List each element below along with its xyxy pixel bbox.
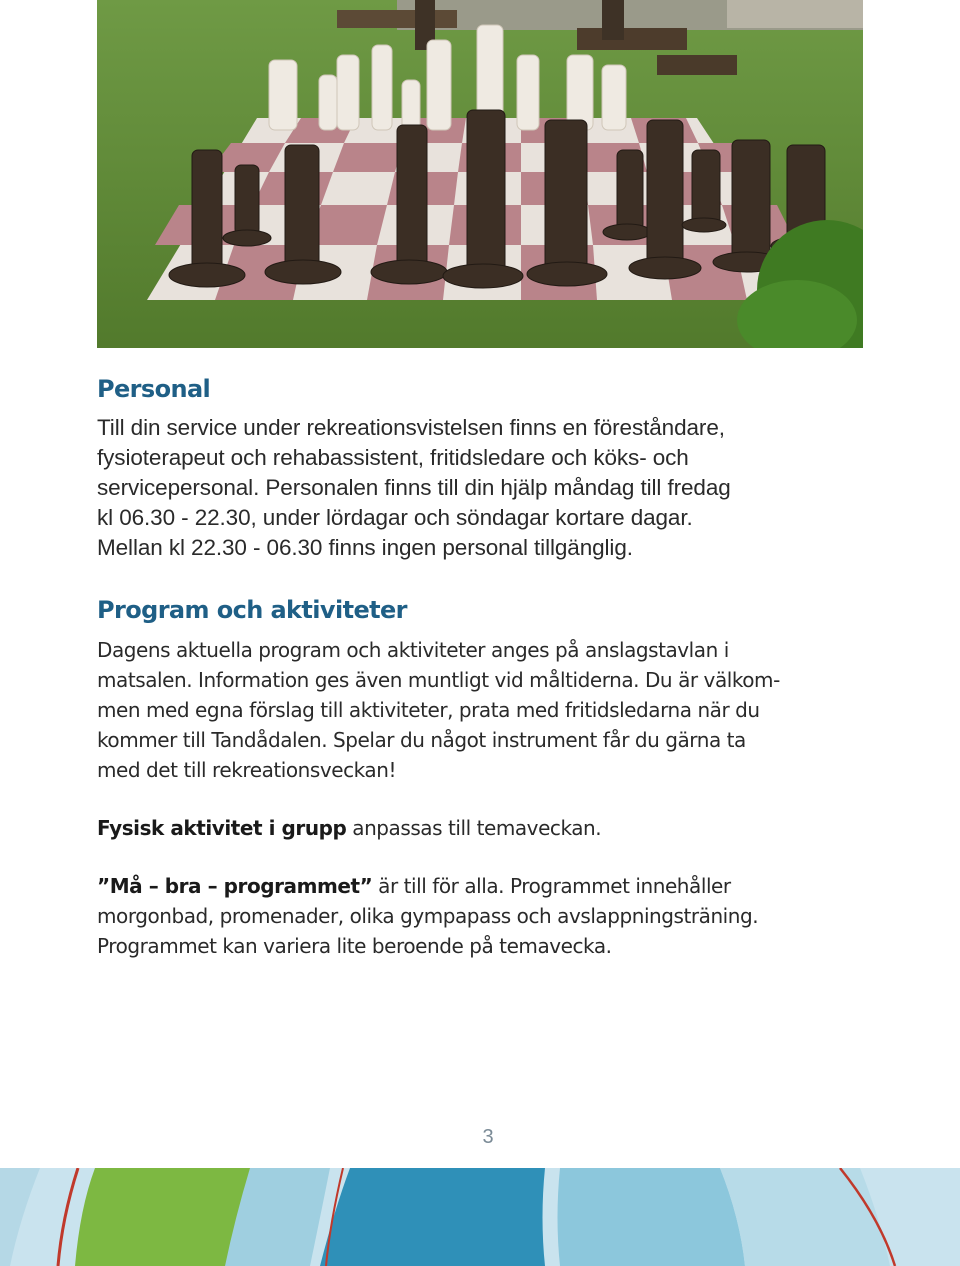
page-number: 3 [482, 1126, 494, 1148]
footer-wave-dark [320, 1168, 545, 1266]
fysisk-rest: anpassas till temaveckan. [346, 816, 602, 840]
section-personal [97, 372, 877, 563]
personal-line: Mellan kl 22.30 - 06.30 finns ingen personal tillgänglig. [97, 535, 633, 560]
footer-wave-mid-right [558, 1168, 746, 1266]
personal-line: kl 06.30 - 22.30, under lördagar och söndagar kortare dagar. [97, 505, 693, 530]
section-program [97, 593, 877, 961]
footer-decoration [0, 1168, 960, 1266]
personal-line: Till din service under rekreationsvistelsen finns en föreståndare, [97, 415, 725, 440]
personal-body [97, 413, 877, 563]
mabra-bold: ”Må – bra – programmet” [97, 874, 373, 898]
mabra-line-2: morgonbad, promenader, olika gympapass och avslappningsträning. [97, 904, 759, 928]
fysisk-paragraph [97, 813, 877, 843]
mabra-line-3: Programmet kan variera lite beroende på temavecka. [97, 934, 612, 958]
personal-line: fysioterapeut och rehabassistent, fritidsledare och köks- och [97, 445, 689, 470]
program-line: men med egna förslag till aktiviteter, prata med fritidsledarna när du [97, 698, 760, 722]
footer-wave-green [75, 1168, 250, 1266]
program-line: matsalen. Information ges även muntligt vid måltiderna. Du är välkom- [97, 668, 780, 692]
mabra-paragraph [97, 871, 877, 961]
program-line: Dagens aktuella program och aktiviteter anges på anslagstavlan i [97, 638, 729, 662]
program-line: kommer till Tandådalen. Spelar du något instrument får du gärna ta [97, 728, 746, 752]
mabra-line-1 [97, 871, 877, 901]
chess-garden-photo [97, 0, 863, 348]
program-line: med det till rekreationsveckan! [97, 758, 397, 782]
footer-wave-light-right [720, 1168, 890, 1266]
personal-heading: Personal [97, 375, 211, 403]
fysisk-bold: Fysisk aktivitet i grupp [97, 816, 347, 840]
personal-line: servicepersonal. Personalen finns till din hjälp måndag till fredag [97, 475, 731, 500]
mabra-rest: är till för alla. Programmet innehåller [372, 874, 731, 898]
program-body [97, 635, 877, 785]
program-heading: Program och aktiviteter [97, 596, 407, 624]
